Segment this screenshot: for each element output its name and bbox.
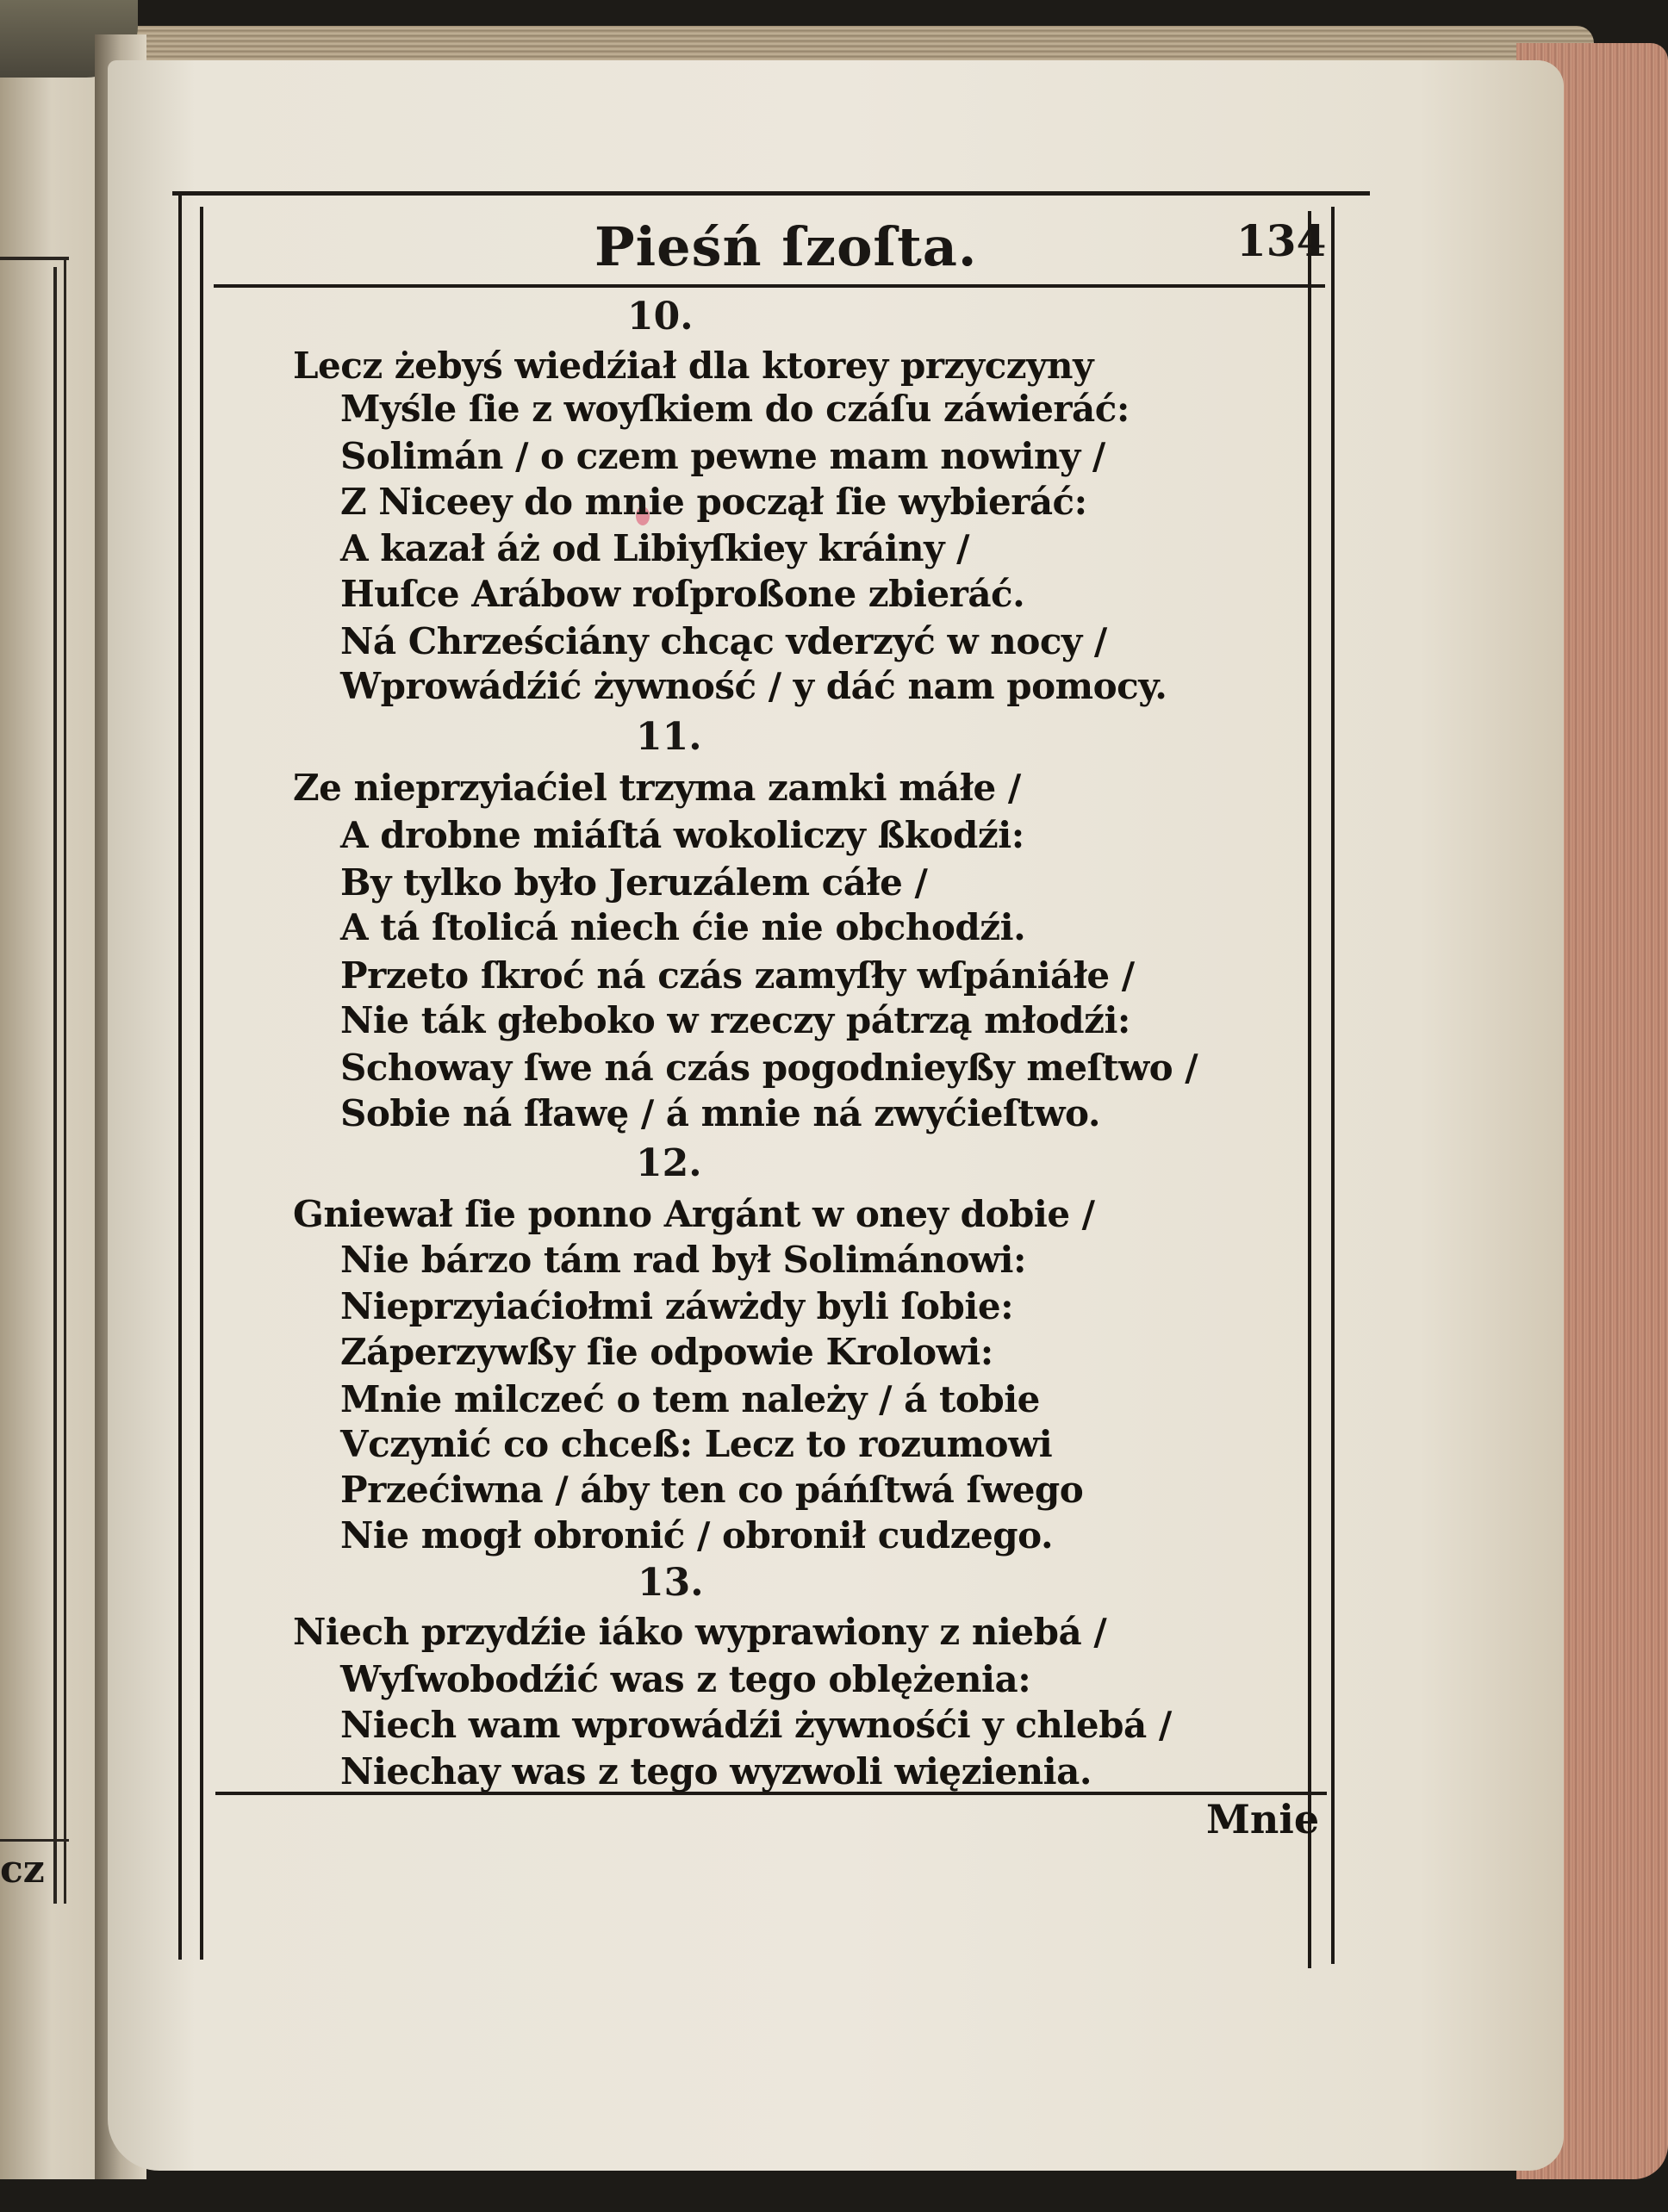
frame-rule-left-outer bbox=[178, 194, 182, 1960]
stanza-number: 10. bbox=[627, 295, 694, 339]
verse-line: Z Niceey do mnie począł ſie wybieráć: bbox=[340, 481, 1087, 523]
frame-rule-right-inner bbox=[1308, 211, 1311, 1968]
frame-rule-left-inner bbox=[200, 207, 203, 1960]
verse-line: Solimán / o czem pewne mam nowiny / bbox=[340, 435, 1105, 477]
verse-line: Przeto ſkroć ná czás zamyſły wſpániáłe / bbox=[340, 954, 1135, 997]
verse-line: Wyſwobodźić was z tego oblężenia: bbox=[340, 1658, 1031, 1700]
verse-line: Myśle ſie z woyſkiem do czáſu záwieráć: bbox=[340, 388, 1130, 430]
left-page-rule bbox=[0, 1839, 69, 1842]
verse-line: Niechay was z tego wyzwoli więzienia. bbox=[340, 1750, 1092, 1793]
stanza-number: 11. bbox=[636, 715, 702, 759]
verse-line: Schoway ſwe ná czás pogodnieyßy meſtwo / bbox=[340, 1047, 1198, 1089]
verse-line: Sobie ná ſławę / á mnie ná zwyćieſtwo. bbox=[340, 1092, 1100, 1134]
verse-line: Záperzywßy ſie odpowie Krolowi: bbox=[340, 1331, 993, 1373]
verse-line: Nie ták głeboko w rzeczy pátrzą młodźi: bbox=[340, 999, 1130, 1041]
frame-rule-top bbox=[172, 191, 1370, 196]
verse-line: Lecz żebyś wiedźiał dla ktorey przyczyny bbox=[293, 345, 1093, 387]
verse-line: Niech przydźie iáko wyprawiony z niebá / bbox=[293, 1611, 1107, 1653]
verse-line: A tá ſtolicá niech ćie nie obchodźi. bbox=[340, 906, 1026, 948]
verse-line: Gniewał ſie ponno Argánt w oney dobie / bbox=[293, 1193, 1095, 1235]
verse-line: Ná Chrześciány chcąc vderzyć w nocy / bbox=[340, 620, 1107, 662]
stanza-number: 13. bbox=[638, 1561, 704, 1605]
verse-line: Przećiwna / áby ten co páńſtwá ſwego bbox=[340, 1469, 1084, 1511]
verse-line: Niech wam wprowádźi żywnośći y chlebá / bbox=[340, 1704, 1172, 1746]
verse-line: Nieprzyiaćiołmi záwżdy byli ſobie: bbox=[340, 1285, 1014, 1327]
verse-line: A drobne miáſtá wokoliczy ßkodźi: bbox=[340, 814, 1024, 856]
page-number: 134 bbox=[1236, 215, 1327, 266]
catchword: Mnie bbox=[1206, 1796, 1320, 1842]
verse-line: A kazał áż od Libiyſkiey kráiny / bbox=[340, 527, 969, 569]
verse-line: Nie bárzo tám rad był Solimánowi: bbox=[340, 1239, 1027, 1281]
running-title: Pieśń ſzoſta. bbox=[594, 215, 978, 278]
left-page-rule bbox=[0, 257, 69, 260]
verse-line: Nie mogł obronić / obronił cudzego. bbox=[340, 1514, 1054, 1556]
verse-line: By tylko było Jeruzálem cáłe / bbox=[340, 861, 928, 904]
left-page-rule bbox=[53, 267, 57, 1904]
left-page-rule bbox=[64, 258, 66, 1904]
stanza-number: 12. bbox=[636, 1141, 702, 1185]
frame-rule-right-outer bbox=[1331, 207, 1335, 1964]
verse-line: Huſce Arábow roſproßone zbieráć. bbox=[340, 573, 1025, 615]
left-page-catchword: cz bbox=[0, 1848, 45, 1892]
verse-line: Mnie milczeć o tem należy / á tobie bbox=[340, 1378, 1040, 1420]
verse-line: Vczynić co chceß: Lecz to rozumowi bbox=[340, 1423, 1053, 1465]
verse-line: Wprowádźić żywność / y dáć nam pomocy. bbox=[340, 665, 1167, 707]
frame-rule-header bbox=[214, 284, 1325, 288]
verse-line: Ze nieprzyiaćiel trzyma zamki máłe / bbox=[293, 767, 1021, 809]
